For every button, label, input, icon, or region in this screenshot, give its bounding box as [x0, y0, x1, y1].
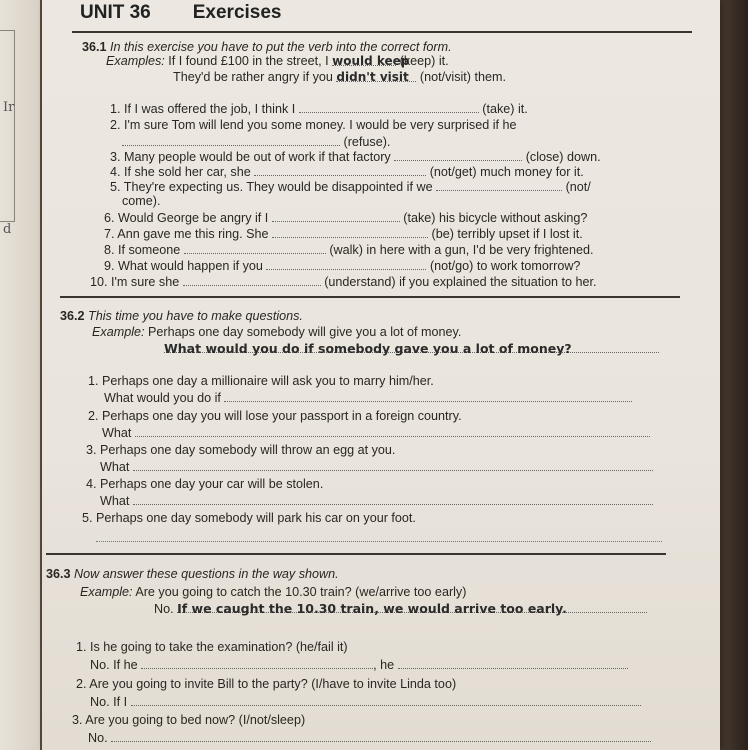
ex2-answer	[102, 425, 650, 441]
answer-blank[interactable]	[131, 694, 641, 706]
ex1-item-cont	[122, 194, 161, 209]
left-page-mark: d	[3, 222, 12, 237]
unit-title: Exercises	[192, 2, 282, 23]
ex3-number: 36.3	[46, 567, 71, 581]
example-question: Perhaps one day somebody will give you a lot of money.	[148, 325, 462, 339]
item-text: 7. Ann gave me this ring. She	[104, 227, 269, 241]
item-hint: (not/get) much money for it.	[429, 165, 584, 179]
item-hint: (be) terribly upset if I lost it.	[431, 227, 583, 241]
item-text: 6. Would George be angry if I	[104, 211, 269, 225]
ex2-answer	[104, 390, 632, 406]
answer-blank[interactable]	[96, 540, 662, 542]
item-text: 4. Perhaps one day your car will be stolen.	[86, 477, 324, 491]
item-text: 2. Perhaps one day you will lose your passport in a foreign country.	[88, 409, 462, 423]
ex1-item	[110, 101, 528, 117]
item-text: 3. Perhaps one day somebody will throw an egg at you.	[86, 443, 396, 457]
ex2-heading	[60, 309, 303, 324]
answer-blank[interactable]	[133, 493, 653, 505]
answer-mid: , he	[373, 658, 395, 672]
ex1-item-cont	[122, 134, 390, 150]
ex3-example	[80, 585, 466, 600]
item-text: 1. Is he going to take the examination? (he/fail it)	[76, 640, 348, 654]
ex2-item	[82, 511, 416, 526]
answer-blank[interactable]	[436, 179, 562, 191]
ex3-item	[72, 713, 305, 728]
answer-blank[interactable]	[254, 164, 426, 176]
item-text: 1. If I was offered the job, I think I	[110, 102, 296, 116]
ex1-heading	[82, 40, 452, 55]
ex3-instruction: Now answer these questions in the way shown.	[74, 567, 339, 581]
ex2-answer	[100, 459, 653, 475]
answer-blank[interactable]	[272, 226, 428, 238]
ex1-item	[110, 149, 601, 165]
ex1-instruction: In this exercise you have to put the verb into the correct form.	[110, 40, 452, 54]
answer-blank[interactable]	[141, 657, 373, 669]
answer-blank[interactable]	[272, 210, 400, 222]
answer-blank[interactable]	[133, 459, 653, 471]
item-text: 9. What would happen if you	[104, 259, 263, 273]
answer-lead: No.	[88, 731, 108, 745]
answer-blank[interactable]	[184, 242, 326, 254]
left-page-mark: Ir	[3, 100, 15, 115]
item-hint: (walk) in here with a gun, I'd be very frightened.	[329, 243, 594, 257]
ex2-item	[88, 374, 434, 389]
example-no: No.	[154, 602, 174, 616]
unit-header	[80, 2, 282, 24]
ex1-example2	[173, 70, 506, 85]
answer-blank[interactable]	[266, 258, 426, 270]
ex1-item	[104, 258, 580, 274]
item-text: 8. If someone	[104, 243, 181, 257]
workbook-page	[42, 0, 720, 750]
item-text: 2. I'm sure Tom will lend you some money. I would be very surprised if he	[110, 118, 517, 132]
ex3-item	[76, 677, 456, 692]
example1-hint: (keep) it.	[399, 54, 449, 68]
answer-blank[interactable]	[183, 274, 321, 286]
header-rule	[72, 31, 692, 33]
ex3-answer	[90, 694, 641, 710]
examples-label: Examples:	[106, 54, 165, 68]
example-answer: If we caught the 10.30 train, we would arrive too early.	[177, 601, 647, 613]
example-answer: What would you do if somebody gave you a lot of money?	[164, 341, 659, 353]
answer-blank[interactable]	[398, 657, 628, 669]
ex2-instruction: This time you have to make questions.	[88, 309, 303, 323]
item-text: 3. Are you going to bed now? (I/not/sleep)	[72, 713, 306, 727]
ex1-item	[104, 210, 587, 226]
ex1-number: 36.1	[82, 40, 107, 54]
ex2-answer	[100, 493, 653, 509]
ex2-item	[88, 409, 462, 424]
ex3-item	[76, 640, 348, 655]
ex2-example	[92, 325, 461, 340]
item-hint: (understand) if you explained the situation to her.	[324, 275, 597, 289]
item-hint: (not/	[565, 180, 591, 194]
answer-lead: What	[100, 460, 130, 474]
item-hint: (close) down.	[525, 150, 601, 164]
example-label: Example:	[80, 585, 133, 599]
item-text: 4. If she sold her car, she	[110, 165, 251, 179]
example-question: Are you going to catch the 10.30 train? (we/arrive too early)	[135, 585, 467, 599]
answer-lead: No. If I	[90, 695, 128, 709]
ex1-item	[104, 226, 583, 242]
answer-lead: What would you do if	[104, 391, 221, 405]
item-text: come).	[122, 194, 161, 208]
item-text: 10. I'm sure she	[90, 275, 180, 289]
ex3-example-answer-row	[154, 601, 647, 617]
example1-text: If I found £100 in the street, I	[168, 54, 329, 68]
example1-answer: would keep	[332, 54, 410, 68]
item-text: 5. Perhaps one day somebody will park his car on your foot.	[82, 511, 416, 525]
item-hint: (not/go) to work tomorrow?	[429, 259, 581, 273]
ex2-number: 36.2	[60, 309, 85, 323]
left-page-box	[0, 30, 15, 222]
item-text: 5. They're expecting us. They would be disappointed if we	[110, 180, 433, 194]
answer-blank[interactable]	[122, 134, 340, 146]
example2-text: They'd be rather angry if you	[173, 70, 333, 84]
ex2-item	[86, 477, 323, 492]
example2-answer: didn't visit	[336, 70, 416, 82]
ex3-answer	[90, 657, 628, 673]
section-rule	[46, 553, 666, 555]
answer-blank[interactable]	[111, 730, 651, 742]
ex2-item	[86, 443, 395, 458]
item-text: 3. Many people would be out of work if that factory	[110, 150, 391, 164]
answer-lead: What	[100, 494, 130, 508]
left-page-edge	[0, 0, 40, 750]
answer-blank[interactable]	[224, 390, 632, 402]
ex1-item	[110, 118, 517, 133]
item-text: 1. Perhaps one day a millionaire will ask you to marry him/her.	[88, 374, 434, 388]
section-rule	[60, 296, 680, 298]
ex1-item	[90, 274, 597, 290]
item-text: 2. Are you going to invite Bill to the party? (I/have to invite Linda too)	[76, 677, 457, 691]
item-hint: (take) his bicycle without asking?	[403, 211, 588, 225]
answer-blank[interactable]	[135, 425, 650, 437]
ex1-item	[110, 179, 591, 195]
book-shadow	[718, 0, 748, 750]
example-label: Example:	[92, 325, 145, 339]
answer-lead: What	[102, 426, 132, 440]
ex1-item	[110, 164, 584, 180]
answer-blank[interactable]	[394, 149, 522, 161]
unit-label: UNIT 36	[80, 2, 151, 23]
ex1-item	[104, 242, 594, 258]
ex3-heading	[46, 567, 339, 582]
example2-hint: (not/visit) them.	[419, 70, 506, 84]
ex2-example-answer-row	[164, 341, 659, 357]
item-hint: (refuse).	[343, 135, 391, 149]
item-hint: (take) it.	[482, 102, 528, 116]
ex3-answer	[88, 730, 651, 746]
answer-blank[interactable]	[299, 101, 479, 113]
answer-lead: No. If he	[90, 658, 138, 672]
ex1-example1	[106, 54, 449, 69]
